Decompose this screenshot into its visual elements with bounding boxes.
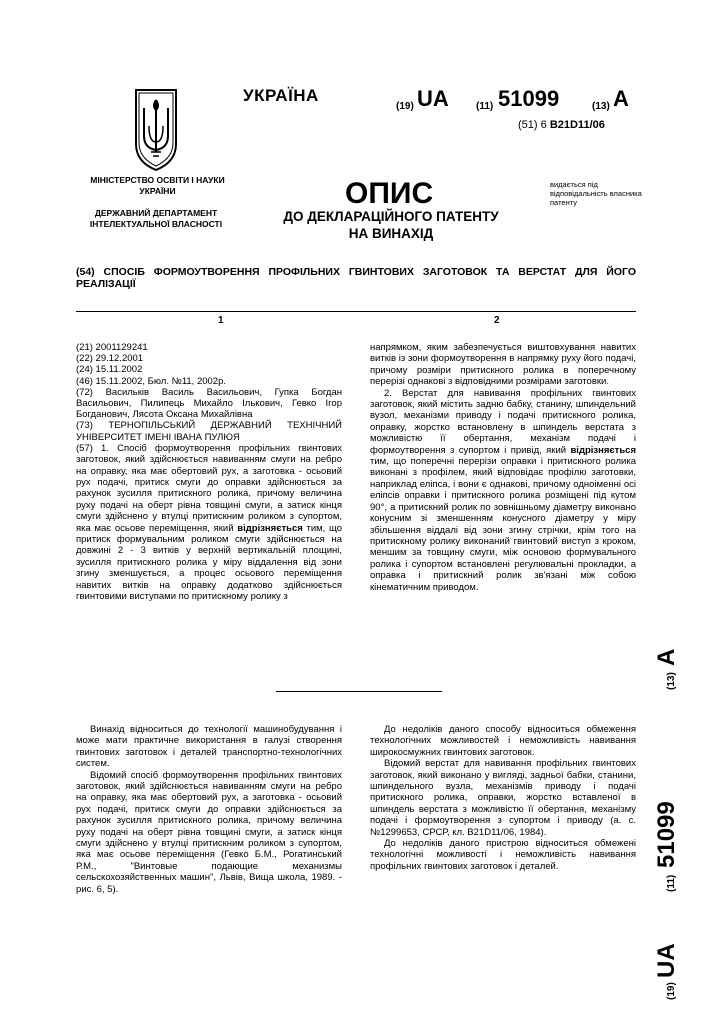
side-patent-number: 51099	[653, 801, 680, 868]
document-subtitle-1: ДО ДЕКЛАРАЦІЙНОГО ПАТЕНТУ	[283, 209, 499, 224]
side-kind-code: A	[653, 648, 680, 666]
claim-1-continuation: напрямком, яким забезпечується виштовхування навитих витків із зони формоутворення в напрямку руху його подачі, причому розміри притискного ролика в поперечному перерізі однакові з відповідними розмірами заготовки.	[370, 342, 636, 388]
document-title: ОПИС	[345, 177, 434, 210]
description-paragraph: Відомий верстат для навивання профільних гвинтових заготовок, який виконано у вигляді, задньої бабки, станини, шпиндельного вузла, механізмів приводу і подачі притискного ролика, оправки, жорстко вставленої в шпиндель верстата з можливістю її обертання, механізму подачі і формоутворення з супортом і приводу (а. с. №1299653, СРСР, кл. B21D11/06, 1984).	[370, 758, 636, 838]
side-code13: (13)	[666, 672, 677, 690]
inid-11: (11)	[476, 101, 494, 112]
column-number-1: 1	[218, 315, 224, 326]
issued-note: видається під відповідальність власника патенту	[550, 180, 642, 207]
invention-title: (54) СПОСІБ ФОРМОУТВОРЕННЯ ПРОФІЛЬНИХ ГВИНТОВИХ ЗАГОТОВОК ТА ВЕРСТАТ ДЛЯ ЙОГО РЕАЛІЗАЦІЇ	[76, 266, 636, 290]
kind-code: A	[613, 86, 629, 111]
bibliographic-data	[76, 342, 342, 443]
side-code11: (11)	[666, 874, 677, 892]
biblio-46: (46) 15.11.2002, Бюл. №11, 2002р.	[76, 375, 227, 387]
description-paragraph: До недоліків даного способу відноситься обмеження технологічних можливостей і неможливість навивання широкосмужних гвинтових заготовок.	[370, 724, 636, 758]
column-number-2: 2	[494, 315, 500, 326]
department-name: ДЕРЖАВНИЙ ДЕПАРТАМЕНТ ІНТЕЛЕКТУАЛЬНОЇ ВЛАСНОСТІ	[89, 208, 223, 229]
side-code19: (19)	[666, 982, 677, 1000]
biblio-73: (73) ТЕРНОПІЛЬСЬКИЙ ДЕРЖАВНИЙ ТЕХНІЧНИЙ УНІВЕРСИТЕТ ІМЕНІ ІВАНА ПУЛЮЯ	[76, 420, 342, 443]
title-divider	[76, 311, 636, 312]
claim-2: 2. Верстат для навивання профільних гвинтових заготовок, який містить задню бабку, станину, шпиндельний вузол, механізми приводу і подачі притискного ролика, оправку, жорстко встановлену в шпиндель верстата з можливістю її обертання, механізм подачі і формоутворення з супортом і привід, який відрізняється тим, що поперечні перерізи оправки і притискного ролика виконані з профілем, який відповідає профілю заготовки, наприклад еліпса, і вони є однакові, причому одноіменні осі еліпсів оправки і притискного ролика розміщені під кутом 90°, а притискний ролик по зовнішньому діаметру виконано конусним зі зменшенням конусного діаметру у міру збільшення віддалі від зони згину стрічки, крім того на притискному ролику виконаний гвинтовий виступ з кроком, меншим за товщину смуги, між основою формувального ролика і супортом встановлені регулювальні прокладки, а оправка і притискний ролик зв'язані між собою кінематичним приводом.	[370, 387, 636, 593]
country-name: УКРАЇНА	[243, 86, 319, 105]
biblio-72: (72) Васильків Василь Васильович, Гупка Богдан Васильович, Пилипець Михайло Ількович, Гевко Ігор Богданович, Лясота Оксана Михайлівна	[76, 386, 342, 421]
claims-end-divider	[276, 691, 442, 692]
claims-column-right	[370, 342, 636, 593]
description-paragraph: Винахід відноситься до технології машинобудування і може мати практичне використання в галузі створення гвинтових заготовок і деталей транспортно-технологічних систем.	[76, 724, 342, 770]
ministry-name: МІНІСТЕРСТВО ОСВІТИ І НАУКИ УКРАЇНИ	[90, 175, 225, 196]
document-subtitle-2: НА ВИНАХІД	[348, 226, 434, 241]
description-paragraph: Відомий спосіб формоутворення профільних гвинтових заготовок, який здійснюється навиванням смуги на ребро на оправку, яка має обертовий рух, а заготовка - осьовий рух подачі, притиск смуги до оправки здійснюється за рахунок зусилля притискного ролика, причому величина руху подачі на оберт рівна товщині смуги, а затиск кінця смуги здійснено у втулці притискним роликом з супортом, яка має осьове переміщення (Гевко Б.М., Рогатинський Р.М., "Винтовые подающие механизмы сельскохозяйственных машин", Львів, Вища школа, 1989. - рис. 6, 5).	[76, 769, 342, 895]
patent-number: 51099	[498, 86, 560, 111]
ipc-classification: (51) 6 B21D11/06	[518, 119, 605, 131]
description-paragraph: До недоліків даного пристрою відноситься обмежені технологічні можливості і неможливість навивання профільних гвинтових заготовок і деталей.	[370, 838, 636, 872]
claim-1: (57) 1. Спосіб формоутворення профільних гвинтових заготовок, який здійснюється навиванням смуги на ребро на оправку, яка має обертовий рух, а заготовка - осьовий рух подачі, притиск смуги до оправки здійснюється за рахунок зусилля притискного ролика, причому величина руху подачі на оберт рівна товщині смуги, а затиск кінця смуги здійснено у втулці притискним роликом з супортом, яка має осьове переміщення, який відрізняється тим, що притиск формувальним роликом смуги здійснюється на довжині 2 - 3 витків у верхній вертикальній площині, зусилля притискного ролика у міру віддалення від зони згину зменшується, а процес осьового переміщення навитих витків на оправку додатково здійснюється гвинтовими виступами по притискному ролику з	[76, 442, 343, 603]
claims-column-left	[76, 342, 342, 603]
biblio-22: (22) 29.12.2001	[76, 353, 144, 365]
biblio-24: (24) 15.11.2002	[76, 364, 143, 376]
country-code: UA	[417, 86, 449, 111]
biblio-21: (21) 2001129241	[76, 342, 148, 353]
ukraine-trident-emblem	[133, 86, 179, 172]
vertical-patent-number	[596, 590, 716, 1010]
inid-13: (13)	[592, 101, 610, 112]
side-country-code: UA	[653, 943, 680, 978]
description-column-left	[76, 724, 342, 895]
inid-19: (19)	[396, 101, 414, 112]
